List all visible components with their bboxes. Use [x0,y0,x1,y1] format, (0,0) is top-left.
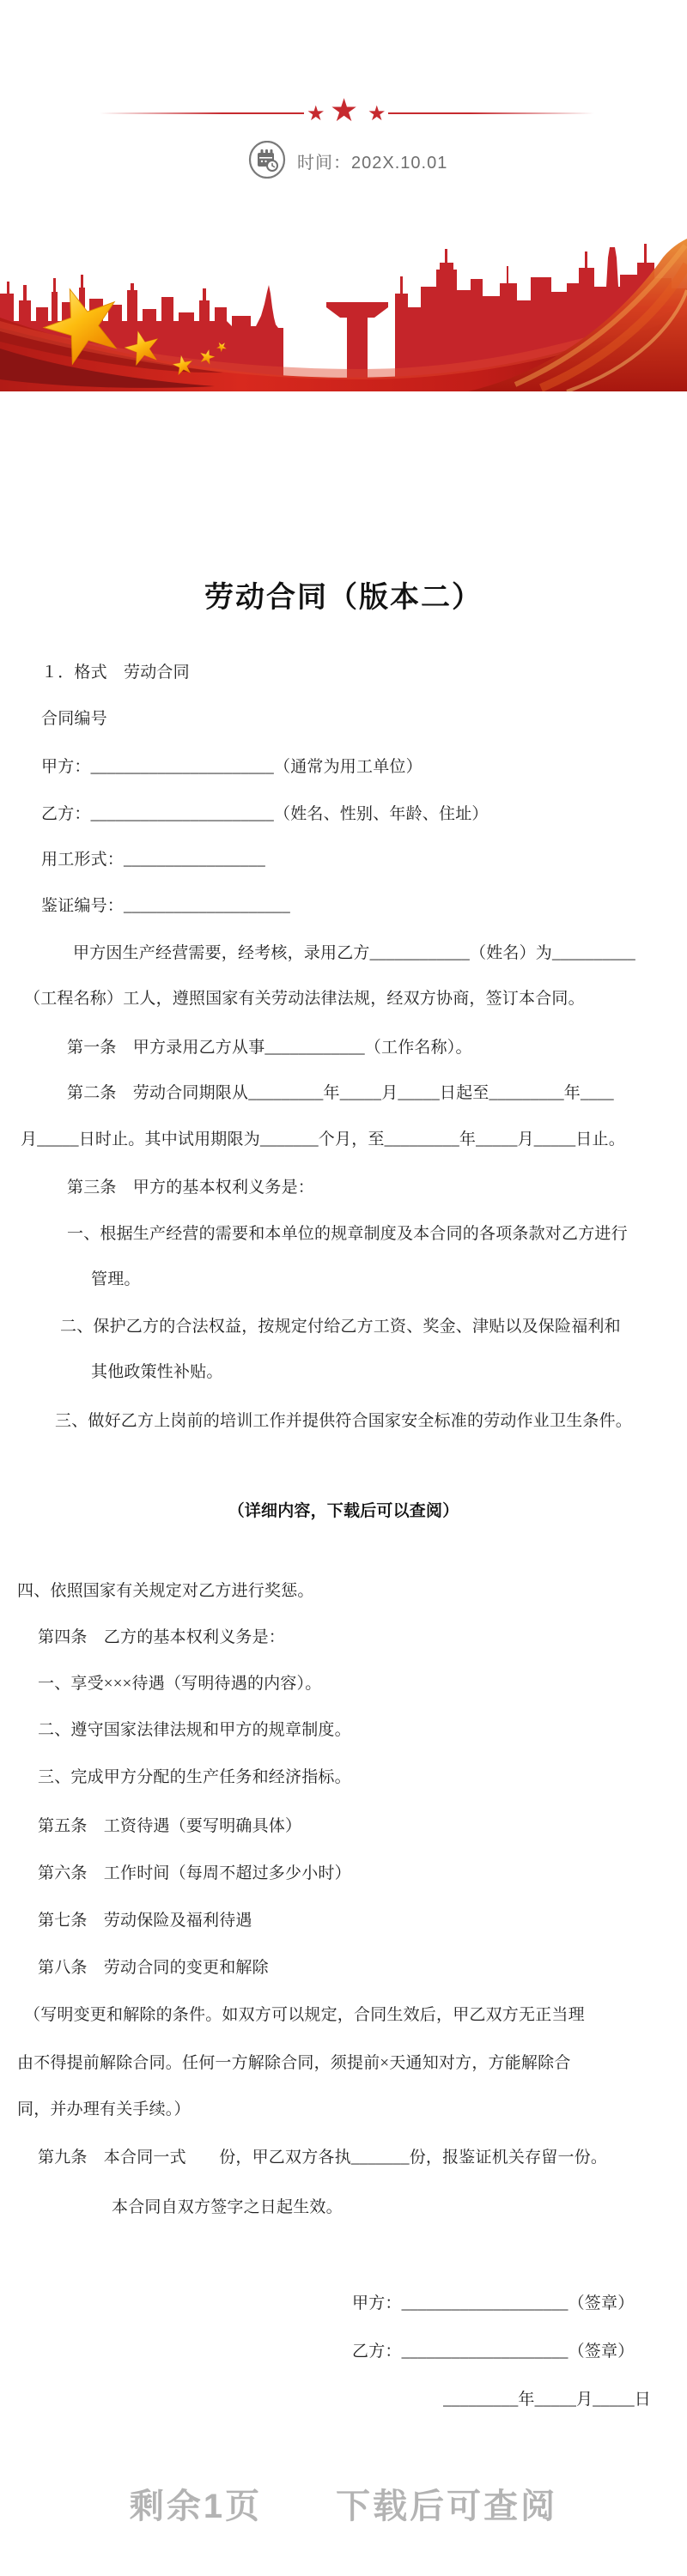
contract-line: 由不得提前解除合同。任何一方解除合同，须提前×天通知对方，方能解除合 [17,2054,571,2072]
contract-line: 第七条 劳动保险及福利待遇 [38,1912,252,1930]
contract-line: 其他政策性补贴。 [91,1363,223,1381]
contract-line: 甲方因生产经营需要，经考核，录用乙方____________（姓名）为__________ [73,944,636,962]
timestamp-label: 时间：202X.10.01 [297,154,448,173]
contract-line: 三、做好乙方上岗前的培训工作并提供符合国家安全标准的劳动作业卫生条件。 [55,1412,633,1430]
divider-line-right [388,112,594,114]
skyline-graphic [0,239,687,391]
download-note: （详细内容，下载后可以查阅） [228,1502,459,1520]
star-divider [0,92,687,130]
contract-line: （工程名称）工人，遵照国家有关劳动法律法规，经双方协商，签订本合同。 [24,990,585,1008]
contract-line: 乙方：______________________（姓名、性别、年龄、住址） [41,805,489,823]
contract-line: 第一条 甲方录用乙方从事____________（工作名称）。 [67,1039,472,1057]
city-skyline-banner [0,239,687,391]
contract-line: 第三条 甲方的基本权利义务是： [67,1179,315,1197]
contract-line: 第四条 乙方的基本权利义务是： [38,1628,286,1646]
contract-line: 三、完成甲方分配的生产任务和经济指标。 [38,1768,351,1786]
star-icon: ★ [307,101,325,125]
contract-line: 用工形式：_________________ [41,851,265,869]
date-signature-line: _________年_____月_____日 [443,2391,651,2409]
party-a-signature-line: 甲方：____________________（签章） [352,2294,635,2312]
contract-line: 本合同自双方签字之日起生效。 [112,2198,343,2216]
page-remaining-notice: 剩余1页 下载后可查阅 [129,2488,558,2525]
contract-line: 二、遵守国家法律法规和甲方的规章制度。 [38,1721,351,1739]
star-icon: ★ [330,92,359,129]
contract-line: （写明变更和解除的条件。如双方可以规定，合同生效后，甲乙双方无正当理 [24,2006,585,2024]
document-title: 劳动合同（版本二） [204,581,483,614]
contract-line: 管理。 [91,1270,141,1288]
contract-line: 第六条 工作时间（每周不超过多少小时） [38,1864,351,1882]
contract-line: 一、享受×××待遇（写明待遇的内容）。 [38,1675,322,1693]
contract-line: 第九条 本合同一式 份，甲乙双方各执_______份，报鉴证机关存留一份。 [38,2149,608,2167]
contract-line: 甲方：______________________（通常为用工单位） [41,758,423,776]
contract-line: 合同编号 [41,710,107,728]
party-b-signature-line: 乙方：____________________（签章） [352,2343,635,2361]
star-icon: ★ [368,101,386,125]
divider-line-left [100,112,304,114]
contract-line: 月_____日时止。其中试用期限为_______个月，至_________年_____月_____日止。 [21,1130,625,1149]
contract-line: 四、依照国家有关规定对乙方进行奖惩。 [17,1582,314,1600]
contract-line: 一、根据生产经营的需要和本单位的规章制度及本合同的各项条款对乙方进行 [67,1225,628,1243]
contract-line: 鉴证编号：____________________ [41,897,291,915]
contract-line: 第二条 劳动合同期限从_________年_____月_____日起至_________年____ [67,1084,614,1102]
timestamp-row [0,141,687,182]
contract-line: 二、保护乙方的合法权益，按规定付给乙方工资、奖金、津贴以及保险福利和 [60,1318,621,1336]
contract-line: 第五条 工资待遇（要写明确具体） [38,1817,302,1835]
contract-line: １．格式 劳动合同 [41,664,190,682]
calendar-icon [248,141,286,183]
contract-line: 第八条 劳动合同的变更和解除 [38,1959,269,1977]
contract-line: 同，并办理有关手续。） [17,2100,191,2118]
